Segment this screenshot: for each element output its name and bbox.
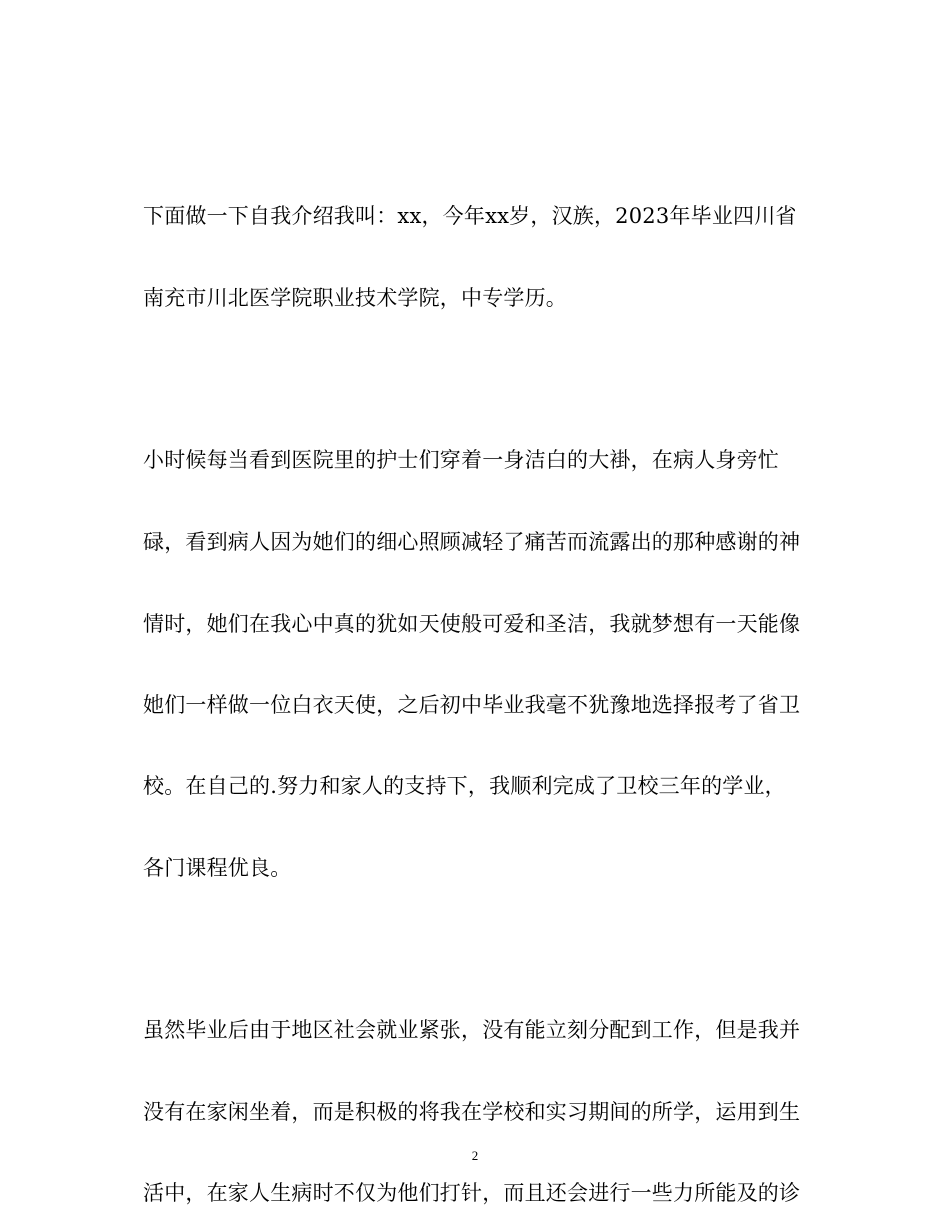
paragraph-2-line-3: 情时，她们在我心中真的犹如天使般可爱和圣洁，我就梦想有一天能像 [143,612,801,636]
paragraph-1-line-2: 南充市川北医学院职业技术学院，中专学历。 [143,286,567,310]
paragraph-2-line-6: 各门课程优良。 [143,856,292,880]
paragraph-3-line-2: 没有在家闲坐着，而是积极的将我在学校和实习期间的所学，运用到生 [143,1100,801,1124]
page-number: 2 [471,1148,479,1163]
paragraph-1-line-1: 下面做一下自我介绍我叫：xx，今年xx岁，汉族，2023年毕业四川省 [143,204,797,228]
paragraph-3-line-1: 虽然毕业后由于地区社会就业紧张，没有能立刻分配到工作，但是我并 [143,1018,801,1042]
paragraph-2-line-2: 碌，看到病人因为她们的细心照顾减轻了痛苦而流露出的那种感谢的神 [143,530,801,554]
paragraph-3-line-3: 活中，在家人生病时不仅为他们打针，而且还会进行一些力所能及的诊 [143,1181,801,1205]
paragraph-2-line-1: 小时候每当看到医院里的护士们穿着一身洁白的大褂，在病人身旁忙 [143,448,779,472]
paragraph-2-line-4: 她们一样做一位白衣天使，之后初中毕业我毫不犹豫地选择报考了省卫 [143,693,801,717]
paragraph-2-line-5: 校。在自己的.努力和家人的支持下，我顺利完成了卫校三年的学业， [143,774,786,798]
